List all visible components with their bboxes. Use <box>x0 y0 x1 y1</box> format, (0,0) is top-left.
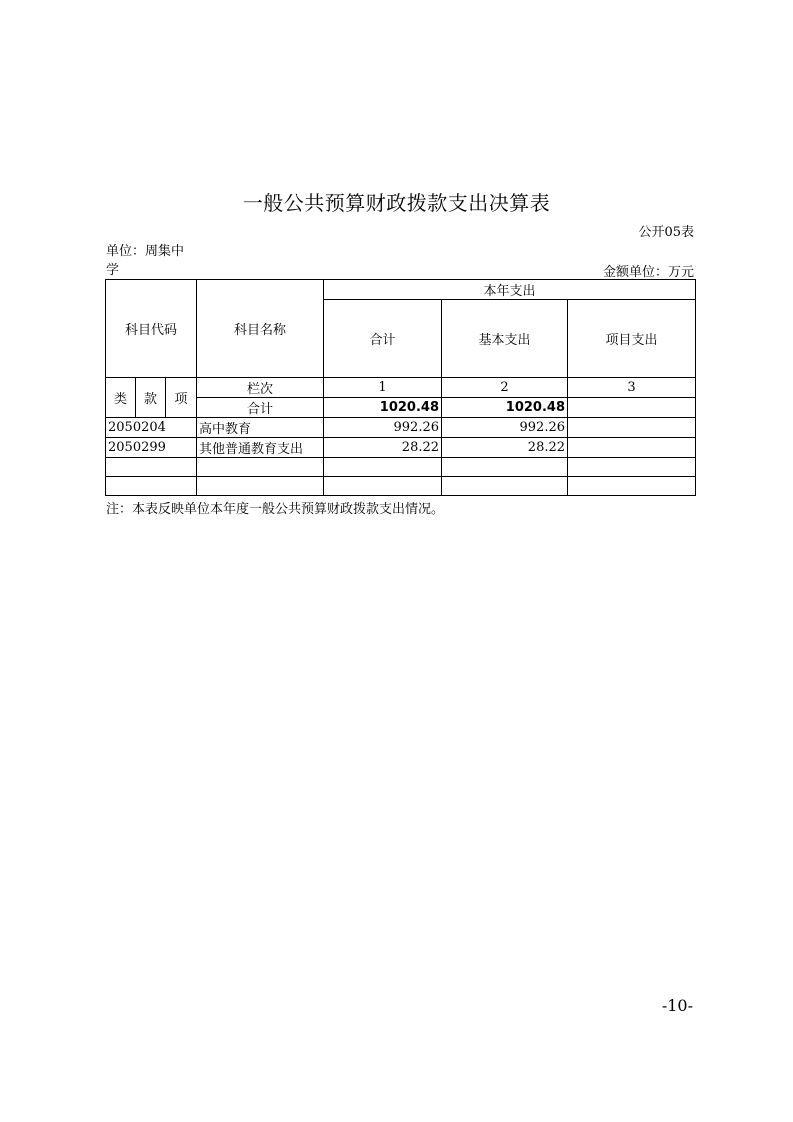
row-code: 2050299 <box>106 438 197 458</box>
page-title: 一般公共预算财政拨款支出决算表 <box>242 191 551 215</box>
row-project <box>568 458 696 477</box>
table-row <box>106 458 696 477</box>
header-xiang: 项 <box>166 378 197 418</box>
table-row <box>106 438 696 458</box>
header-total: 合计 <box>324 300 442 378</box>
row-name: 高中教育 <box>197 418 324 438</box>
total-project <box>568 398 696 418</box>
money-unit-label: 金额单位：万元 <box>602 265 694 280</box>
row-name <box>197 458 324 477</box>
row-basic: 28.22 <box>442 438 568 458</box>
table-row <box>106 418 696 438</box>
column-1: 1 <box>324 378 442 398</box>
row-total: 28.22 <box>324 438 442 458</box>
row-name: 其他普通教育支出 <box>197 438 324 458</box>
row-code <box>106 477 197 496</box>
total-basic: 1020.48 <box>442 398 568 418</box>
row-total: 992.26 <box>324 418 442 438</box>
row-basic: 992.26 <box>442 418 568 438</box>
table-note: 注：本表反映单位本年度一般公共预算财政拨款支出情况。 <box>106 502 445 517</box>
total-amount: 1020.48 <box>324 398 442 418</box>
row-total <box>324 477 442 496</box>
row-basic <box>442 458 568 477</box>
header-name: 科目名称 <box>197 280 324 378</box>
header-basic: 基本支出 <box>442 300 568 378</box>
form-number: 公开05表 <box>638 225 694 240</box>
header-project: 项目支出 <box>568 300 696 378</box>
header-kuan: 款 <box>136 378 166 418</box>
row-project <box>568 477 696 496</box>
row-basic <box>442 477 568 496</box>
expenditure-table <box>105 279 696 496</box>
column-3: 3 <box>568 378 696 398</box>
row-project <box>568 418 696 438</box>
header-lei: 类 <box>106 378 136 418</box>
column-2: 2 <box>442 378 568 398</box>
row-total <box>324 458 442 477</box>
page-number: -10- <box>661 996 693 1015</box>
row-code: 2050204 <box>106 418 197 438</box>
total-label: 合计 <box>197 398 324 418</box>
unit-label: 单位：周集中学 <box>106 244 185 278</box>
header-current-year: 本年支出 <box>324 280 696 300</box>
row-name <box>197 477 324 496</box>
header-code: 科目代码 <box>106 280 197 378</box>
row-code <box>106 458 197 477</box>
header-column-no: 栏次 <box>197 378 324 398</box>
table-row <box>106 477 696 496</box>
row-project <box>568 438 696 458</box>
